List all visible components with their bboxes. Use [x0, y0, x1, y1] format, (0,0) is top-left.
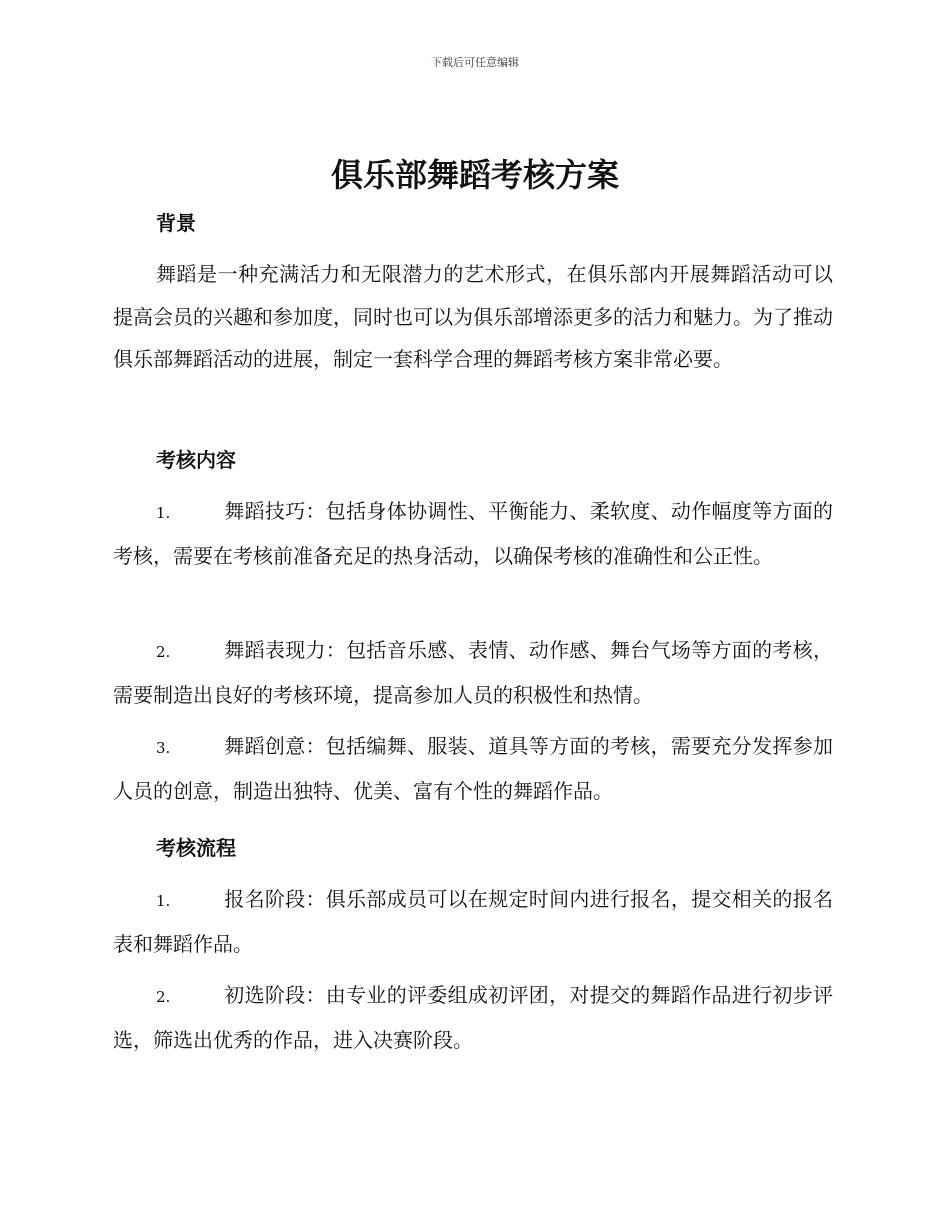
list-item — [113, 974, 833, 1061]
list-number: 1. — [156, 504, 171, 522]
list-item-text: 报名阶段：俱乐部成员可以在规定时间内进行报名，提交相关的报名表和舞蹈作品。 — [113, 887, 833, 956]
list-number: 2. — [156, 643, 171, 661]
background-paragraph: 舞蹈是一种充满活力和无限潜力的艺术形式，在俱乐部内开展舞蹈活动可以提高会员的兴趣和参加度，同时也可以为俱乐部增添更多的活力和魅力。为了推动俱乐部舞蹈活动的进展，制定一套科学合理的舞蹈考核方案非常必要。 — [113, 262, 833, 371]
list-number: 3. — [156, 739, 171, 757]
list-item-text: 舞蹈创意：包括编舞、服装、道具等方面的考核，需要充分发挥参加人员的创意，制造出独特、优美、富有个性的舞蹈作品。 — [113, 734, 833, 803]
list-item — [113, 490, 833, 577]
section-heading-content: 考核内容 — [156, 448, 236, 472]
list-item-text: 舞蹈技巧：包括身体协调性、平衡能力、柔软度、动作幅度等方面的考核，需要在考核前准备充足的热身活动，以确保考核的准确性和公正性。 — [113, 499, 833, 568]
list-item-text: 初选阶段：由专业的评委组成初评团，对提交的舞蹈作品进行初步评选，筛选出优秀的作品，进入决赛阶段。 — [113, 983, 833, 1052]
list-number: 1. — [156, 892, 171, 910]
list-item — [113, 629, 833, 716]
list-item — [113, 725, 833, 812]
list-item — [113, 878, 833, 965]
document-title: 俱乐部舞蹈考核方案 — [330, 156, 619, 194]
header-note: 下载后可任意编辑 — [431, 56, 519, 69]
section-heading-process: 考核流程 — [156, 836, 236, 860]
list-number: 2. — [156, 988, 171, 1006]
list-item-text: 舞蹈表现力：包括音乐感、表情、动作感、舞台气场等方面的考核，需要制造出良好的考核环境，提高参加人员的积极性和热情。 — [113, 638, 833, 707]
section-heading-background: 背景 — [156, 211, 196, 235]
